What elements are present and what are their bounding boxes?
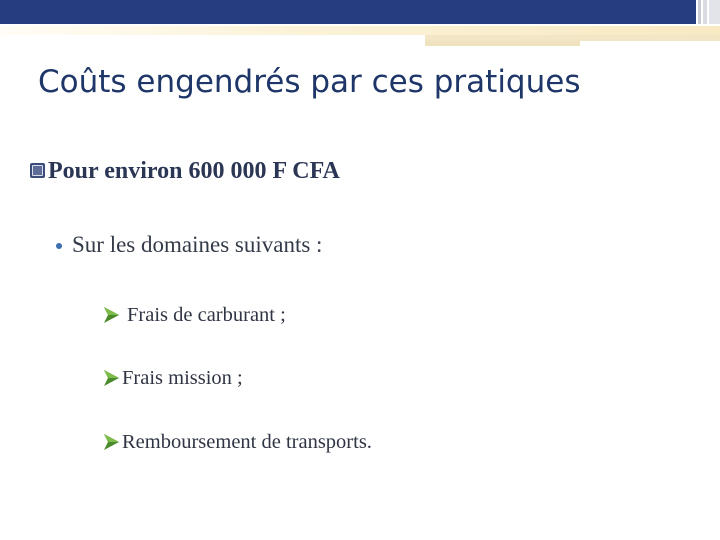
header-accent-stripe-short: [425, 41, 580, 46]
header-accent-stripe: [0, 26, 720, 35]
header-band: [0, 0, 696, 24]
list-item: [103, 363, 243, 393]
sub-bullet-point: [56, 228, 322, 262]
dot-bullet-icon: [56, 243, 62, 249]
main-bullet-text: Pour environ 600 000 F CFA: [48, 157, 340, 184]
list-item-text: Frais de carburant ;: [127, 303, 286, 326]
arrow-bullet-icon: [103, 368, 120, 388]
arrow-bullet-icon: [103, 305, 120, 325]
arrow-bullet-icon: [103, 432, 120, 452]
list-item-text: Frais mission ;: [122, 366, 243, 389]
list-item: [103, 427, 372, 457]
header-corner-stripes: [698, 0, 720, 24]
checkbox-bullet-icon: [30, 163, 45, 178]
list-item-text: Remboursement de transports.: [122, 430, 372, 453]
slide-title: Coûts engendrés par ces pratiques: [38, 64, 581, 100]
list-item: [103, 300, 286, 330]
sub-bullet-text: Sur les domaines suivants :: [72, 232, 323, 257]
main-bullet-point: [30, 154, 340, 188]
